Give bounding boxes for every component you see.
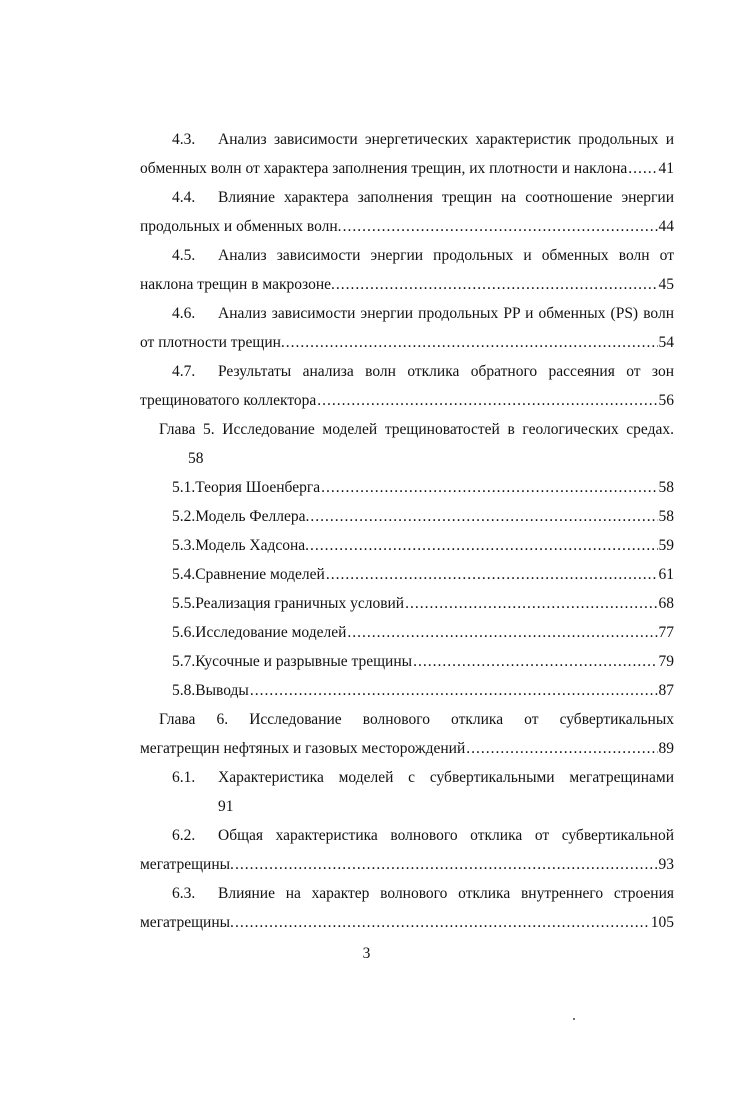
- toc-entry-4-3-line1: [172, 130, 674, 150]
- dot-leader: [347, 623, 657, 643]
- toc-number: 5.6.: [172, 624, 196, 641]
- dot-leader: [628, 159, 657, 179]
- dot-leader: [413, 652, 657, 672]
- toc-chapter-6-line1: [159, 710, 674, 730]
- dot-leader: [466, 739, 657, 759]
- toc-page: 56: [658, 392, 674, 409]
- toc-number: 6.1.: [172, 769, 196, 786]
- dot-leader: [235, 913, 650, 933]
- toc-title: Теория Шоенберга: [195, 479, 321, 496]
- toc-number: 5.3.: [172, 537, 196, 554]
- toc-page: 54: [658, 334, 674, 351]
- scan-speck: [573, 1018, 575, 1020]
- toc-page: 58: [658, 508, 674, 525]
- toc-entry-4-5-line1: [172, 246, 674, 266]
- toc-page: 61: [658, 566, 674, 583]
- toc-page: 45: [658, 276, 674, 293]
- toc-title: Анализ зависимости энергетических характеристик продольных и: [218, 131, 674, 148]
- toc-entry-4-5-line2: [140, 275, 674, 295]
- toc-number: 4.5.: [172, 247, 196, 264]
- toc-number: 4.3.: [172, 131, 196, 148]
- toc-entry-5-2: [172, 507, 674, 527]
- toc-number: 5.5.: [172, 595, 196, 612]
- toc-title: Модель Хадсона.: [195, 537, 310, 554]
- toc-title-cont: от плотности трещин.: [140, 334, 285, 351]
- toc-title: Характеристика моделей с субвертикальными мегатрещинами: [218, 769, 674, 786]
- toc-number: 6.3.: [172, 885, 196, 902]
- toc-entry-5-4: [172, 565, 674, 585]
- dot-leader: [235, 855, 658, 875]
- toc-entry-6-1-page: 91: [218, 798, 234, 815]
- toc-page: 93: [658, 856, 674, 873]
- dot-leader: [405, 594, 657, 614]
- page-number: 3: [362, 945, 371, 962]
- dot-leader: [336, 275, 658, 295]
- toc-chapter-title: Глава 6. Исследование волнового отклика от субвертикальных: [159, 711, 674, 728]
- toc-number: 5.2.: [172, 508, 196, 525]
- toc-title-cont: трещиноватого коллектора: [140, 392, 317, 409]
- toc-chapter-6-line2: [140, 739, 674, 759]
- toc-page: 59: [658, 537, 674, 554]
- toc-entry-4-4-line2: [140, 217, 674, 237]
- toc-title: Выводы: [195, 682, 249, 699]
- toc-entry-5-6: [172, 623, 674, 643]
- toc-title: Сравнение моделей: [195, 566, 325, 583]
- dot-leader: [286, 333, 658, 353]
- toc-title: Влияние характера заполнения трещин на соотношение энергии: [218, 189, 674, 206]
- toc-page: 87: [658, 682, 674, 699]
- toc-chapter-5-line1: [159, 420, 674, 440]
- toc-title-cont: наклона трещин в макрозоне.: [140, 276, 335, 293]
- toc-title: Реализация граничных условий: [195, 595, 405, 612]
- dot-leader: [310, 507, 657, 527]
- toc-chapter-title-cont: мегатрещин нефтяных и газовых месторождений: [140, 740, 466, 757]
- dot-leader: [310, 536, 657, 556]
- toc-number: 5.4.: [172, 566, 196, 583]
- toc-page: 79: [658, 653, 674, 670]
- toc-title: Влияние на характер волнового отклика внутреннего строения: [218, 885, 674, 902]
- toc-number: 5.7.: [172, 653, 196, 670]
- toc-entry-6-2-line1: [172, 826, 674, 846]
- toc-entry-4-7-line1: [172, 362, 674, 382]
- toc-title-cont: мегатрещины.: [140, 856, 234, 873]
- toc-title-cont: обменных волн от характера заполнения трещин, их плотности и наклона: [140, 160, 628, 177]
- toc-number: 4.4.: [172, 189, 196, 206]
- toc-title: Результаты анализа волн отклика обратного рассеяния от зон: [218, 363, 674, 380]
- toc-entry-6-3-line1: [172, 884, 674, 904]
- dot-leader: [250, 681, 658, 701]
- toc-page: 44: [658, 218, 674, 235]
- dot-leader: [343, 217, 658, 237]
- toc-number: 4.7.: [172, 363, 196, 380]
- toc-entry-4-3-line2: [140, 159, 674, 179]
- toc-entry-6-2-line2: [140, 855, 674, 875]
- toc-entry-4-6-line1: [172, 304, 674, 324]
- toc-title-cont: продольных и обменных волн.: [140, 218, 342, 235]
- toc-page: 89: [658, 740, 674, 757]
- toc-number: 4.6.: [172, 305, 196, 322]
- toc-chapter-title: Глава 5. Исследование моделей трещиноватостей в геологических средах.: [159, 421, 674, 438]
- toc-number: 6.2.: [172, 827, 196, 844]
- toc-entry-4-4-line1: [172, 188, 674, 208]
- toc-title: Модель Феллера.: [195, 508, 310, 525]
- toc-page: 58: [658, 479, 674, 496]
- toc-entry-6-1-line1: [172, 768, 674, 788]
- dot-leader: [321, 478, 657, 498]
- toc-entry-4-7-line2: [140, 391, 674, 411]
- toc-entry-6-3-line2: [140, 913, 674, 933]
- toc-title: Кусочные и разрывные трещины: [195, 653, 413, 670]
- toc-title-cont: мегатрещины.: [140, 914, 234, 931]
- toc-entry-5-5: [172, 594, 674, 614]
- toc-entry-5-8: [172, 681, 674, 701]
- toc-entry-5-3: [172, 536, 674, 556]
- dot-leader: [317, 391, 657, 411]
- toc-number: 5.1.: [172, 479, 196, 496]
- toc-page: 77: [658, 624, 674, 641]
- toc-page: 68: [658, 595, 674, 612]
- toc-entry-4-6-line2: [140, 333, 674, 353]
- dot-leader: [326, 565, 658, 585]
- toc-title: Анализ зависимости энергии продольных и обменных волн от: [218, 247, 674, 264]
- toc-entry-5-1: [172, 478, 674, 498]
- toc-number: 5.8.: [172, 682, 196, 699]
- toc-page: 105: [650, 914, 674, 931]
- toc-chapter-5-page: 58: [188, 450, 204, 467]
- toc-page: 41: [658, 160, 674, 177]
- toc-title: Анализ зависимости энергии продольных PP и обменных (PS) волн: [218, 305, 674, 322]
- toc-title: Исследование моделей: [195, 624, 347, 641]
- toc-entry-5-7: [172, 652, 674, 672]
- toc-title: Общая характеристика волнового отклика от субвертикальной: [218, 827, 674, 844]
